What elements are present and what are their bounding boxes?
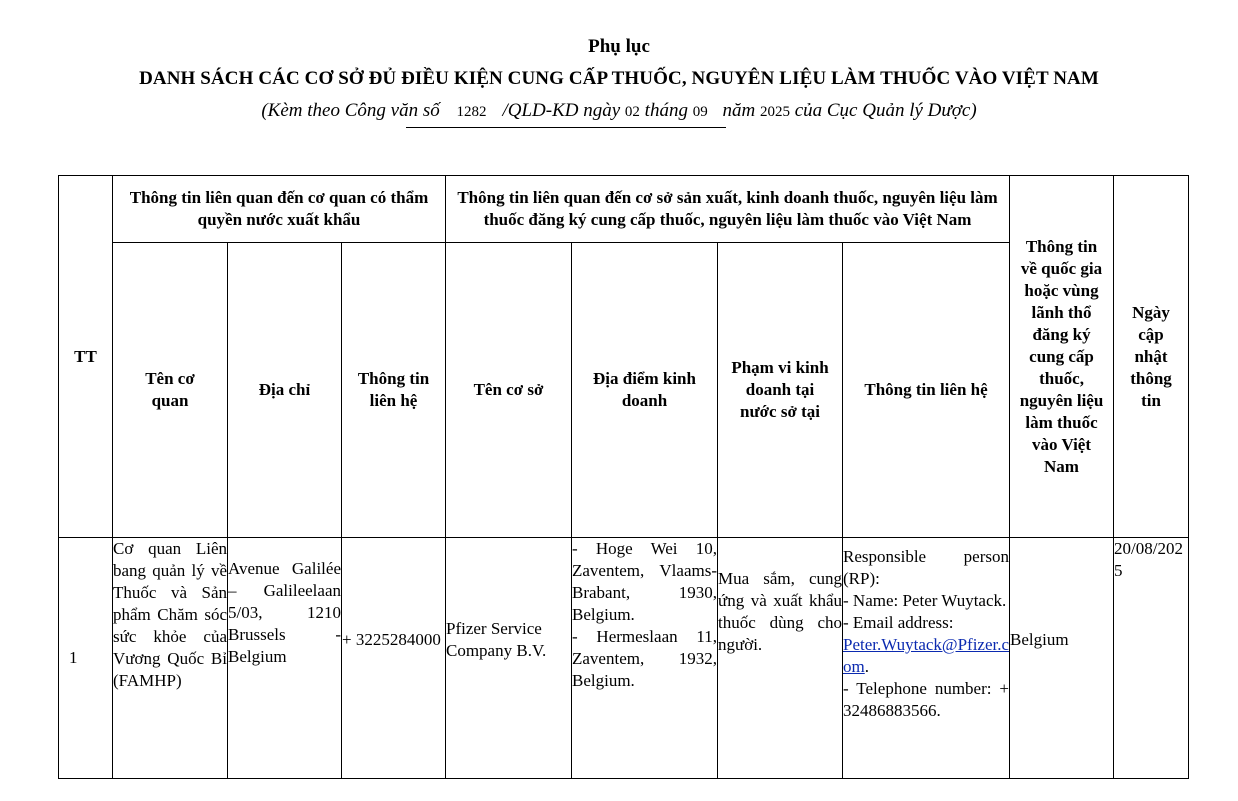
cell-updated: 20/08/2025: [1114, 538, 1189, 779]
header-updated: Ngày cập nhật thông tin: [1114, 176, 1189, 538]
cell-business-location: [572, 538, 718, 779]
cell-tt: 1: [59, 538, 113, 779]
business-location-1: - Hoge Wei 10, Zaventem, Vlaams-Brabant, 1930, Belgium.: [572, 539, 717, 624]
header-contact: Thông tin liên hệ: [342, 243, 446, 538]
reference-month-label: tháng: [644, 100, 688, 121]
header-business-scope: Phạm vi kinh doanh tại nước sở tại: [718, 243, 843, 538]
cell-contact: + 3225284000: [342, 538, 446, 779]
header-facility-contact: Thông tin liên hệ: [843, 243, 1010, 538]
document-month: 09: [692, 104, 708, 120]
header-address: Địa chỉ: [228, 243, 342, 538]
header-agency-name: Tên cơ quan: [113, 243, 228, 538]
reference-underline: [406, 127, 726, 128]
rp-label: Responsible person (RP):: [843, 547, 1010, 588]
appendix-title: Phụ lục: [588, 36, 650, 57]
rp-email-link[interactable]: Peter.Wuytack@Pfizer.com: [843, 635, 1010, 676]
rp-email-label: - Email address:: [843, 613, 954, 632]
cell-facility-name: Pfizer Service Company B.V.: [446, 538, 572, 779]
reference-year-label: năm: [722, 100, 756, 121]
reference-prefix: (Kèm theo Công văn số: [261, 100, 440, 121]
document-heading: DANH SÁCH CÁC CƠ SỞ ĐỦ ĐIỀU KIỆN CUNG CẤP THUỐC, NGUYÊN LIỆU LÀM THUỐC VÀO VIỆT NAM: [139, 68, 1099, 89]
header-business-location: Địa điểm kinh doanh: [572, 243, 718, 538]
header-authority-group: Thông tin liên quan đến cơ quan có thẩm quyền nước xuất khẩu: [113, 176, 446, 243]
header-facility-group: Thông tin liên quan đến cơ sở sản xuất, kinh doanh thuốc, nguyên liệu làm thuốc đăng ký cung cấp thuốc, nguyên liệu làm thuốc vào Việt Nam: [446, 176, 1010, 243]
document-number: 1282: [456, 104, 487, 120]
header-country: Thông tin về quốc gia hoặc vùng lãnh thổ đăng ký cung cấp thuốc, nguyên liệu làm thuốc vào Việt Nam: [1010, 176, 1114, 538]
rp-name: - Name: Peter Wuytack.: [843, 591, 1007, 610]
document-year: 2025: [759, 104, 790, 120]
reference-code: /QLD-KD ngày: [502, 100, 621, 121]
document-reference: [0, 100, 1238, 122]
cell-facility-contact: Responsible person (RP): - Name: Peter Wuytack. - Email address: Peter.Wuytack@Pfizer.com. - Telephone number: + 32486883566.: [843, 538, 1010, 779]
cell-address: Avenue Galilée – Galileelaan 5/03, 1210 Brussels - Belgium: [228, 538, 342, 779]
table-row: [59, 538, 1189, 779]
header-tt: TT: [59, 176, 113, 538]
cell-agency-name: Cơ quan Liên bang quản lý về Thuốc và Sản phẩm Chăm sóc sức khỏe của Vương Quốc Bỉ (FAMHP): [113, 538, 228, 779]
cell-country: Belgium: [1010, 538, 1114, 779]
cell-business-scope: Mua sắm, cung ứng và xuất khẩu thuốc dùng cho người.: [718, 538, 843, 779]
reference-suffix: của Cục Quản lý Dược): [794, 100, 977, 121]
facility-table: [58, 175, 1189, 779]
business-location-2: - Hermeslaan 11, Zaventem, 1932, Belgium.: [572, 627, 717, 690]
document-day: 02: [624, 104, 640, 120]
header-facility-name: Tên cơ sở: [446, 243, 572, 538]
rp-phone: - Telephone number: + 32486883566.: [843, 679, 1010, 720]
